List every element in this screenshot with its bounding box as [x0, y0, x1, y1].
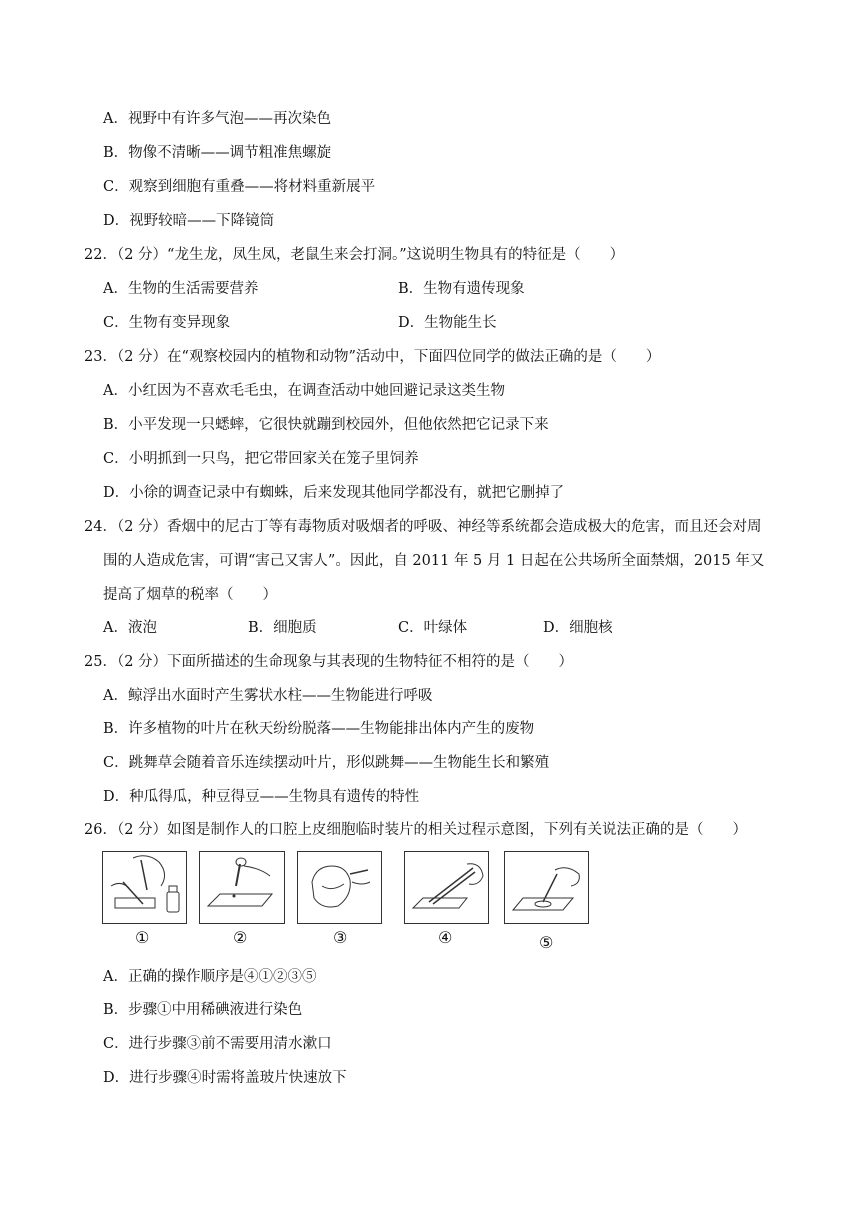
figure-step-1: [102, 851, 187, 924]
q23-option-a: A．小红因为不喜欢毛毛虫，在调查活动中她回避记录这类生物: [103, 383, 505, 399]
q22-option-b: B．生物有遗传现象: [398, 281, 525, 297]
q25-option-c: C．跳舞草会随着音乐连续摆动叶片，形似跳舞——生物能生长和繁殖: [103, 755, 550, 771]
q25-stem: 25．（2 分）下面所描述的生命现象与其表现的生物特征不相符的是（ ）: [84, 654, 574, 670]
q21-option-a: A．视野中有许多气泡——再次染色: [103, 111, 331, 127]
q24-option-c: C．叶绿体: [398, 620, 468, 636]
q24-stem-line-2: 围的人造成危害，可谓“害己又害人”。因此，自 2011 年 5 月 1 日起在公共场所全面禁烟，2015 年又: [103, 553, 765, 569]
q21-option-b: B．物像不清晰——调节粗准焦螺旋: [103, 145, 332, 161]
q24-stem-line-3: 提高了烟草的税率（ ）: [103, 587, 277, 603]
q23-option-d: D．小徐的调查记录中有蜘蛛，后来发现其他同学都没有，就把它删掉了: [103, 485, 565, 501]
q26-option-b: B．步骤①中用稀碘液进行染色: [103, 1002, 303, 1018]
q22-stem: 22．（2 分）“龙生龙，凤生凤，老鼠生来会打洞。”这说明生物具有的特征是（ ）: [84, 247, 625, 263]
figure-label-5: ⑤: [539, 933, 554, 952]
q24-option-a: A．液泡: [103, 620, 157, 636]
q24-option-b: B．细胞质: [248, 620, 317, 636]
q26-stem: 26．（2 分）如图是制作人的口腔上皮细胞临时装片的相关过程示意图，下列有关说法正确的是（ ）: [84, 822, 748, 838]
q22-option-d: D．生物能生长: [398, 315, 497, 331]
q22-option-c: C．生物有变异现象: [103, 315, 231, 331]
figure-label-2: ②: [233, 928, 248, 947]
q21-option-d: D．视野较暗——下降镜筒: [103, 213, 275, 229]
figure-label-4: ④: [438, 928, 453, 947]
q24-stem-line-1: 24．（2 分）香烟中的尼古丁等有毒物质对吸烟者的呼吸、神经等系统都会造成极大的危害，而且还会对周: [84, 519, 762, 535]
step-4-illustration: [405, 852, 488, 923]
figure-step-5: [504, 851, 589, 924]
q26-option-a: A．正确的操作顺序是④①②③⑤: [103, 969, 317, 985]
figure-step-2: [199, 851, 285, 924]
q23-option-c: C．小明抓到一只鸟，把它带回家关在笼子里饲养: [103, 451, 419, 467]
q25-option-d: D．种瓜得瓜，种豆得豆——生物具有遗传的特性: [103, 789, 420, 805]
figure-step-4: [404, 851, 489, 924]
figure-step-3: [297, 851, 382, 924]
q23-stem: 23．（2 分）在“观察校园内的植物和动物”活动中，下面四位同学的做法正确的是（ ）: [84, 349, 661, 365]
q25-option-b: B．许多植物的叶片在秋天纷纷脱落——生物能排出体内产生的废物: [103, 721, 535, 737]
q23-option-b: B．小平发现一只蟋蟀，它很快就蹦到校园外，但他依然把它记录下来: [103, 417, 549, 433]
q25-option-a: A．鲸浮出水面时产生雾状水柱——生物能进行呼吸: [103, 688, 433, 704]
step-2-illustration: [200, 852, 284, 923]
step-5-illustration: [505, 852, 588, 923]
q26-option-d: D．进行步骤④时需将盖玻片快速放下: [103, 1070, 347, 1086]
figure-label-3: ③: [333, 928, 348, 947]
figure-label-1: ①: [135, 928, 150, 947]
q22-option-a: A．生物的生活需要营养: [103, 281, 259, 297]
step-1-illustration: [103, 852, 186, 923]
q24-option-d: D．细胞核: [543, 620, 613, 636]
q26-option-c: C．进行步骤③前不需要用清水漱口: [103, 1036, 332, 1052]
step-3-illustration: [298, 852, 381, 923]
q21-option-c: C．观察到细胞有重叠——将材料重新展平: [103, 179, 376, 195]
